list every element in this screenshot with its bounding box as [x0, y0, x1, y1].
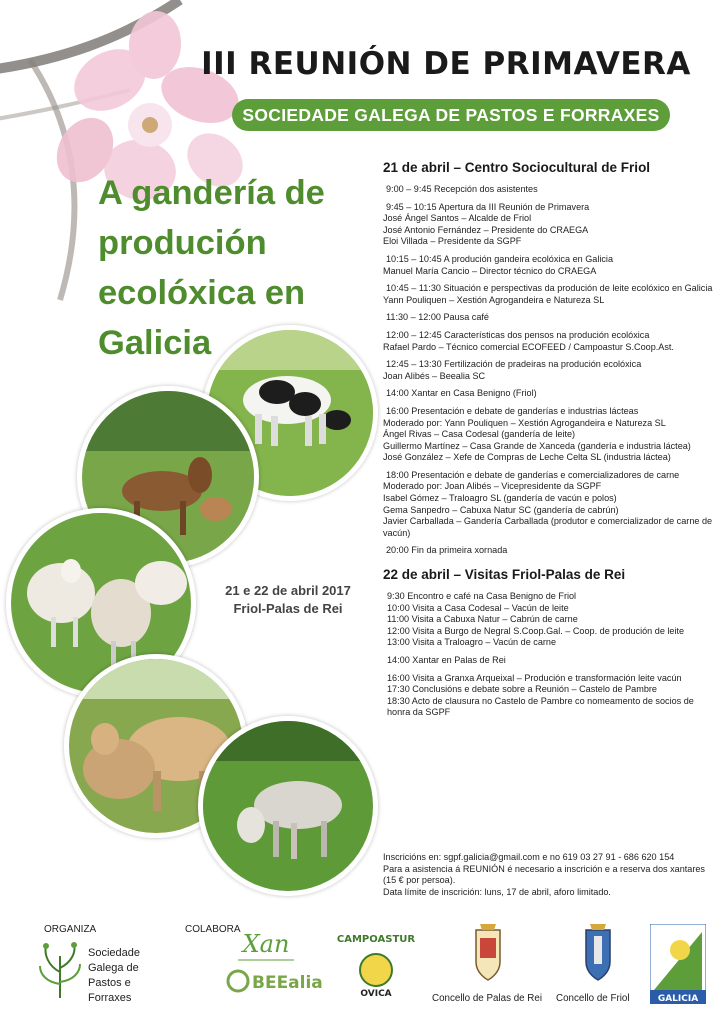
- friol-shield-icon: [576, 922, 620, 984]
- sgpf-name-line: Forraxes: [88, 992, 132, 1004]
- campoastur-logo-text: CAMPOASTUR: [336, 934, 416, 945]
- schedule-line: 10:00 Visita a Casa Codesal – Vacún de leite: [387, 602, 569, 613]
- registration-line: Data límite de inscrición: luns, 17 de abril, aforo limitado.: [383, 886, 611, 897]
- goat-photo: [198, 716, 378, 896]
- event-dates: 21 e 22 de abril 2017: [225, 583, 351, 598]
- schedule-line: 20:00 Fin da primeira xornada: [386, 545, 508, 556]
- schedule-line: 16:00 Visita a Granxa Arqueixal – Produción e transformación leite vacún: [387, 672, 682, 683]
- schedule-line: 9:45 – 10:15 Apertura da III Reunión de Primavera: [386, 201, 590, 212]
- day1-heading: 21 de abril – Centro Sociocultural de Friol: [383, 160, 651, 175]
- ovica-logo-text: OVICA: [360, 989, 392, 998]
- palas-de-rei-shield-icon: [466, 922, 510, 984]
- colabora-label: COLABORA: [185, 924, 241, 935]
- headline-line: Galicia: [98, 324, 212, 362]
- schedule-block: [383, 359, 713, 382]
- schedule-line: 9:00 – 9:45 Recepción dos asistentes: [386, 184, 538, 194]
- schedule-block: [383, 312, 713, 324]
- schedule-line: Manuel María Cancio – Director técnico do CRAEGA: [383, 265, 597, 276]
- schedule-block: [383, 330, 713, 353]
- day2-schedule: [383, 591, 713, 719]
- schedule-line: 16:00 Presentación e debate de ganderías e industrias lácteas: [386, 405, 639, 416]
- schedule-line: Rafael Pardo – Técnico comercial ECOFEED / Campoastur S.Coop.Ast.: [383, 341, 674, 352]
- sgpf-name: [88, 946, 140, 1006]
- schedule-block: [383, 673, 713, 719]
- schedule-block: [383, 591, 713, 649]
- main-title: III REUNIÓN DE PRIMAVERA: [201, 46, 691, 82]
- schedule-line: José Antonio Fernández – Presidente do CRAEGA: [383, 224, 589, 235]
- sgpf-name-line: Sociedade: [88, 947, 140, 959]
- schedule-block: [383, 283, 713, 306]
- schedule-block: [383, 545, 713, 557]
- schedule-line: 10:15 – 10:45 A produción gandeira ecolóxica en Galicia: [386, 253, 614, 264]
- schedule-block: [383, 388, 713, 400]
- xan-logo-text: Xan: [242, 930, 290, 958]
- schedule-block: [383, 202, 713, 248]
- organiza-label: ORGANIZA: [44, 924, 97, 935]
- schedule-block: [383, 254, 713, 277]
- schedule-line: Isabel Gómez – Traloagro SL (gandería de vacún e polos): [383, 493, 617, 504]
- schedule-line: 12:45 – 13:30 Fertilización de pradeiras na produción ecolóxica: [386, 359, 642, 370]
- agricultura-ecoloxica-galicia-logo: [650, 924, 706, 1004]
- schedule-line: 14:00 Xantar en Casa Benigno (Friol): [386, 388, 537, 399]
- schedule-line: Javier Carballada – Gandería Carballada (produtor e comercializador de carne de vacún): [383, 516, 713, 538]
- beealia-logo: [226, 966, 326, 996]
- schedule-block: [383, 184, 713, 196]
- event-place: Friol-Palas de Rei: [233, 601, 343, 616]
- schedule-line: Yann Pouliquen – Xestión Agrogandeira e Natureza SL: [383, 294, 605, 305]
- schedule-line: Moderado por: Joan Alibés – Vicepresidente da SGPF: [383, 481, 602, 492]
- schedule-line: Joan Alibés – Beealia SC: [383, 370, 486, 381]
- headline-line: produción: [98, 224, 267, 262]
- registration-line: Inscricións en: sgpf.galicia@gmail.com e no 619 03 27 91 - 686 620 154: [383, 852, 675, 862]
- schedule-line: 12:00 – 12:45 Características dos pensos na produción ecolóxica: [386, 329, 650, 340]
- schedule-line: José Ángel Santos – Alcalde de Friol: [383, 213, 532, 224]
- galicia-logo-text: GALICIA: [657, 994, 699, 1004]
- registration-line: Para a asistencia á REUNIÓN é necesario a inscrición e a reserva dos xantares (15 € por persoa).: [383, 863, 705, 886]
- day1-schedule: [383, 184, 713, 557]
- schedule-line: José González – Xefe de Compras de Leche Celta SL (industria láctea): [383, 452, 671, 463]
- schedule-block: [383, 655, 713, 667]
- sgpf-plant-logo: [36, 942, 84, 1000]
- schedule-line: 12:00 Visita a Burgo de Negral S.Coop.Gal. – Coop. de produción de leite: [387, 625, 685, 636]
- schedule-line: 11:30 – 12:00 Pausa café: [386, 312, 489, 323]
- schedule-line: 10:45 – 11:30 Situación e perspectivas da produción de leite ecolóxico en Galicia: [386, 283, 713, 294]
- schedule-line: Moderado por: Yann Pouliquen – Xestión Agrogandeira e Natureza SL: [383, 417, 666, 428]
- schedule-line: 9:30 Encontro e café na Casa Benigno de Friol: [387, 591, 577, 602]
- subtitle-banner: SOCIEDADE GALEGA DE PASTOS E FORRAXES: [232, 99, 670, 131]
- headline-line: ecolóxica en: [98, 274, 306, 312]
- palas-de-rei-label: Concello de Palas de Rei: [432, 993, 543, 1004]
- sgpf-name-line: Galega de: [88, 962, 139, 974]
- schedule-block: [383, 406, 713, 464]
- headline-line: A gandería de: [98, 174, 325, 212]
- friol-label: Concello de Friol: [556, 993, 630, 1004]
- registration-info: [383, 852, 713, 898]
- schedule-line: 18:30 Acto de clausura no Castelo de Pambre co nomeamento de socios de honra da SGPF: [387, 695, 694, 718]
- beealia-logo-text: BEEalia: [252, 973, 323, 993]
- day2-heading: 22 de abril – Visitas Friol-Palas de Rei: [383, 567, 626, 583]
- schedule-line: Ángel Rivas – Casa Codesal (gandería de leite): [383, 429, 576, 440]
- schedule-line: 17:30 Conclusións e debate sobre a Reunión – Castelo de Pambre: [387, 684, 657, 695]
- campoastur-ovica-logo: [334, 930, 418, 998]
- schedule-line: 11:00 Visita a Cabuxa Natur – Cabrún de carne: [387, 614, 578, 625]
- xan-logo: [232, 922, 300, 968]
- schedule-line: Gema Sanpedro – Cabuxa Natur SC (gandería de cabrún): [383, 504, 619, 515]
- event-date-place: [208, 582, 368, 618]
- sgpf-name-line: Pastos e: [88, 977, 131, 989]
- schedule-block: [383, 470, 713, 540]
- schedule-line: 13:00 Visita a Traloagro – Vacún de carne: [387, 637, 557, 648]
- schedule-line: Guillermo Martínez – Casa Grande de Xanceda (gandería e industria láctea): [383, 440, 691, 451]
- schedule-line: 14:00 Xantar en Palas de Rei: [387, 655, 506, 665]
- program: [383, 160, 713, 725]
- schedule-line: 18:00 Presentación e debate de ganderías e comercializadores de carne: [386, 469, 680, 480]
- schedule-line: Eloi Villada – Presidente da SGPF: [383, 236, 522, 247]
